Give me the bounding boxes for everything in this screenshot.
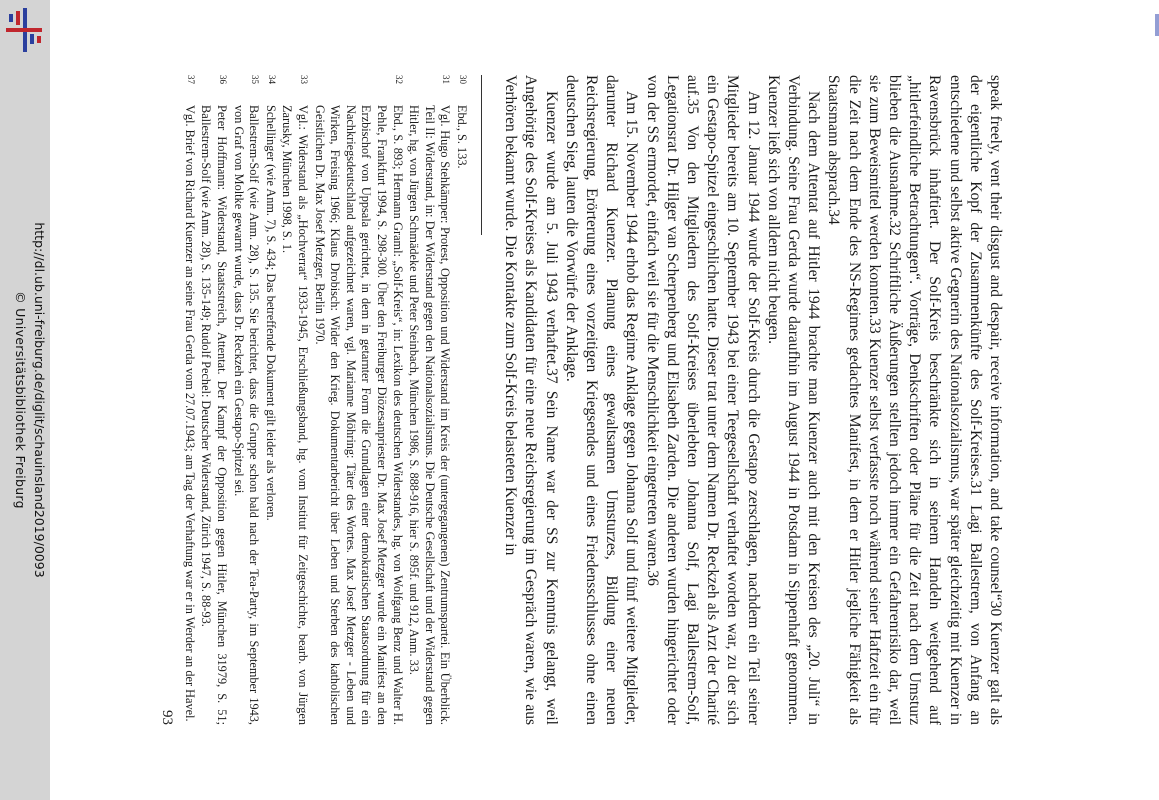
- footnote-text: Schellinger (wie Anm. 7), S. 434; Das betreffende Dokument gilt leider als verloren.: [263, 105, 278, 521]
- footnote-text: Ebd., S. 133.: [454, 105, 469, 169]
- footnote: [406, 75, 453, 725]
- footnote-text: Vgl. Hugo Stehkämper: Protest, Opposition und Widerstand im Kreis der (untergegangenen) Zentrumspartei. Ein Überblick. Teil II: Widerstand, in: Der Widerstand gegen den Nationalsozialismus. Die Deutsche Gesellschaft und der Widerstand gegen Hitler, hg. von Jürgen Schmädeke und Peter Steinbach, München 1986, S. 888-916, hier S. 895f. und 912, Anm. 33.: [407, 105, 453, 725]
- page-number: 93: [159, 710, 175, 725]
- footnote-number: 30: [457, 75, 468, 84]
- scanned-page: [110, 25, 1060, 775]
- footnote-number: 31: [441, 75, 452, 84]
- footnote: [230, 75, 261, 725]
- footnote: [181, 75, 197, 725]
- footnote-text: Ebd., S. 893; Hermann Graml: „Solf-Kreis“, in: Lexikon des deutschen Widerstandes, hg. von Wolfgang Benz und Walter H. Pehle, Frankfurt 1994, S. 298-300. Über den Freiburger Diözesanpriester Dr. Max Josef Metzger wurde ein Manifest an den Erzbischof von Uppsala gerichtet, in dem in getarnter Form die Grundlagen einer demokratischen Staatsordnung für ein Nachkriegsdeutschland aufgezeichnet waren, vgl. Marianne Möhring: Täter des Wortes. Max Josef Metzger - Leben und Wirken, Freising 1966; Klaus Drobisch: Wider den Krieg. Dokumentarbericht über Leben und Sterben des katholischen Geistlichen Dr. Max Josef Metzger, Berlin 1970.: [312, 105, 405, 725]
- source-url-strip: [0, 0, 50, 800]
- footnote-text: Vgl.: Widerstand als „Hochverrat“ 1933-1945, Erschließungsband, hg. vom Institut für Zeitgeschichte, bearb. von Jürgen Zarusky, München 1998, S. 1.: [280, 105, 310, 725]
- page-body: [180, 75, 1005, 725]
- footnote-divider: [481, 75, 482, 235]
- footnote: [279, 75, 310, 725]
- paragraph: Am 15. November 1944 erhob das Regime Anklage gegen Johanna Solf und fünf weitere Mitglieder, darunter Richard Kuenzer. Planung eines gewaltsamen Umsturzes, Bildung einer neuen Reichsregierung, Erörterung eines vorzeitigen Kriegsendes und eines Friedensschlusses ohne einen deutschen Sieg, lauten die Vorwürfe der Anklage.: [562, 75, 641, 725]
- footnote: [262, 75, 278, 725]
- viewer-sidebar: [0, 0, 50, 800]
- footnote-number: 35: [250, 75, 261, 84]
- footnote-text: Ballestrem-Solf (wie Anm. 28), S. 135. Sie berichtet, dass die Gruppe schon bald nach der Tea-Party, im September 1943, von Graf von Moltke gewarnt wurde, dass Dr. Reckzeh ein Gestapo-Spitzel sei.: [231, 105, 262, 725]
- paragraph: Kuenzer wurde am 5. Juli 1943 verhaftet.37 Sein Name war der SS zur Kenntnis gelangt, weil Angehörige des Solf-Kreises als Kandidaten für eine neue Reichsregierung im Gespräch waren, wie aus Verhören bekannt wurde. Die Kontakte zum Solf-Kreis belasteten Kuenzer in: [502, 75, 560, 725]
- footnote-text: Vgl. Brief von Richard Kuenzer an seine Frau Gerda vom 27.07.1943; am Tag der Verhaftung war er in Werder an der Havel.: [182, 105, 197, 722]
- footnote-number: 32: [393, 75, 404, 84]
- footnote-number: 34: [266, 75, 277, 84]
- footnote: [198, 75, 229, 725]
- footnote: [453, 75, 469, 725]
- footnote-number: 37: [185, 75, 196, 84]
- footnote: [311, 75, 405, 725]
- paragraph: Nach dem Attentat auf Hitler 1944 brachte man Kuenzer auch mit den Kreisen des „20. Juli“ in Verbindung. Seine Frau Gerda wurde daraufhin im August 1944 in Potsdam in Sippenhaft genommen. Kuenzer ließ sich von alldem nicht beugen.: [764, 75, 823, 725]
- footnote-text: Peter Hoffmann: Widerstand, Staatsstreich, Attentat. Der Kampf der Opposition gegen Hitler, München 31979, S. 51; Ballestrem-Solf (wie Anm. 28), S. 135-149; Rudolf Pechel: Deutscher Widerstand, Zürich 1947, S. 88-93.: [199, 105, 230, 725]
- footnote-number: 36: [218, 75, 229, 84]
- footnote-number: 33: [298, 75, 309, 84]
- paragraph: speak freely, vent their disgust and despair, receive information, and take counsel“30 Kuenzer galt als der eigentliche Kopf der Zusammenkünfte des Solf-Kreises.31 Lagi Ballestrem, von Anfang an entschiedene und selbst aktive Gegnerin des Nationalsozialismus, war später gleichzeitig mit Kuenzer in Ravensbrück inhaftiert. Der Solf-Kreis beschränkte sich in seinem Handeln weitgehend auf „hitlerfeindliche Betrachtungen“. Vorträge, Denkschriften oder Pläne für die Zeit nach dem Umsturz blieben die Ausnahme.32 Schriftliche Äußerungen stellten jedoch immer ein Gefahrenrisiko dar, weil sie zum Beweismittel werden konnten.33 Kuenzer selbst verfasste noch während seiner Haftzeit ein für die Zeit nach dem Ende des NS-Regimes gedachtes Manifest, in dem er Hitler jegliche Fähigkeit als Staatsmann absprach.34: [825, 75, 1004, 725]
- scroll-edge-marker: [1155, 14, 1159, 36]
- rotated-page-content: [135, 55, 1035, 745]
- copyright-notice: © Universitätsbibliothek Freiburg: [13, 291, 28, 509]
- source-url[interactable]: http://dl.ub.uni-freiburg.de/diglit/schauinsland2019/0093: [32, 222, 47, 578]
- paragraph: Am 12. Januar 1944 wurde der Solf-Kreis durch die Gestapo zerschlagen, nachdem ein Teil seiner Mitglieder bereits am 10. September 1943 bei einer Teegesellschaft verhaftet worden war, zu der sich ein Gestapo-Spitzel eingeschlichen hatte. Dieser trat unter dem Namen Dr. Reckzeh als Arzt der Charité auf.35 Von den Mitgliedern des Solf-Kreises überlebten Johanna Solf, Lagi Ballestrem-Solf, Legationsrat Dr. Hilger van Scherpenberg und Elisabeth Zarden. Die anderen wurden hingerichtet oder von der SS ermordet, einfach weil sie für die Menschlichkeit eingetreten waren.36: [643, 75, 762, 725]
